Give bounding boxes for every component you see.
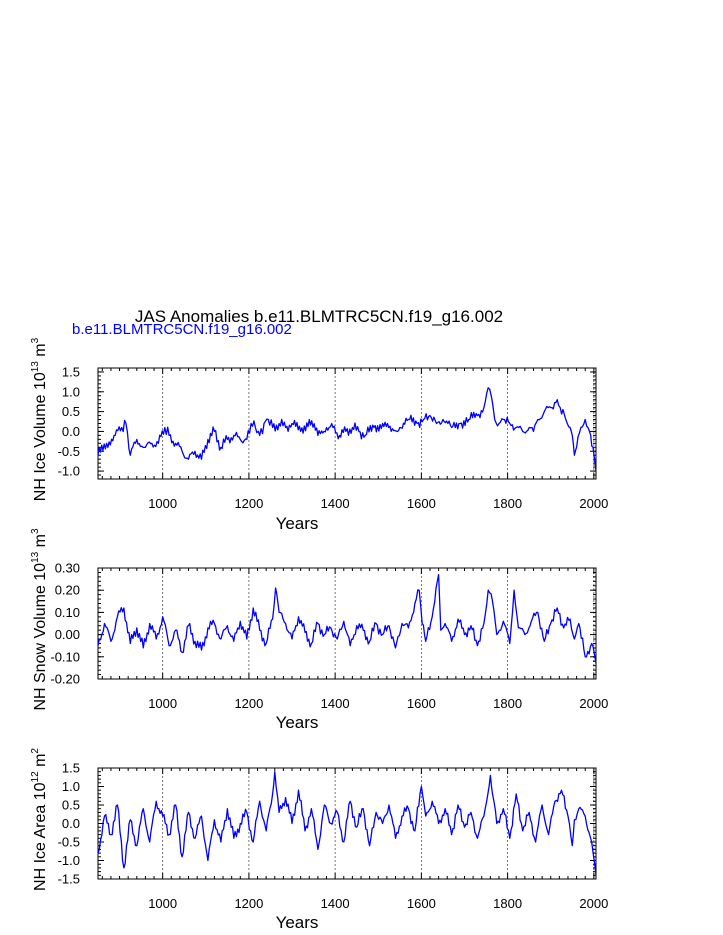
x-tick-label: 1400 [320,896,350,911]
y-tick-label: 1.0 [61,384,80,400]
x-tick-label: 2000 [579,696,609,711]
y-tick-label: 0.0 [61,816,80,831]
y-tick-label: -0.20 [50,671,80,687]
y-axis-title: NH Ice Volume $10^{13}$ $m^3$ [30,337,49,502]
series-line [98,575,596,664]
x-tick-label: 1000 [148,896,178,911]
x-tick-label: 2000 [579,496,609,511]
x-tick-label: 1400 [320,496,350,511]
chart-panel-2 [30,528,608,732]
x-tick-label: 1200 [234,496,264,511]
y-tick-label: 0.00 [54,627,80,643]
x-tick-label: 1000 [148,496,178,511]
x-tick-label: 1800 [493,696,523,711]
y-tick-label: -1.0 [57,463,80,479]
y-axis-title: NH Ice Area $10^{12}$ $m^2$ [30,748,49,891]
y-tick-label: 0.5 [61,404,80,420]
legend-label: b.e11.BLMTRC5CN.f19_g16.002 [72,321,292,338]
x-tick-label: 1600 [406,496,436,511]
x-tick-label: 1400 [320,696,350,711]
y-tick-label: 0.5 [61,797,80,813]
chart-panel-3 [30,748,608,932]
x-axis-title: Years [275,713,319,732]
y-tick-label: 1.0 [61,779,80,794]
y-tick-label: 0.30 [54,560,80,576]
x-tick-label: 1200 [234,696,264,711]
x-tick-label: 2000 [579,896,609,911]
x-tick-label: 1200 [234,896,264,911]
y-tick-label: -1.0 [57,853,80,868]
y-tick-label: -0.5 [57,443,80,459]
series-line [98,388,596,471]
x-tick-label: 1600 [406,896,436,911]
y-tick-label: 1.5 [61,760,80,776]
y-tick-label: -1.5 [57,871,80,887]
x-tick-label: 1800 [493,496,523,511]
x-axis-title: Years [275,913,319,932]
y-tick-label: -0.10 [50,649,80,665]
y-tick-label: 0.20 [54,582,80,598]
y-tick-label: 1.5 [61,364,80,380]
y-tick-label: 0.0 [61,423,80,439]
chart-panel-1 [30,337,608,533]
x-axis-title: Years [275,514,319,533]
plot-frame [98,368,596,479]
x-tick-label: 1800 [493,896,523,911]
y-tick-label: -0.5 [57,834,80,850]
y-tick-label: 0.10 [54,604,80,620]
series-line [98,772,596,876]
x-tick-label: 1600 [406,696,436,711]
chart-title: JAS Anomalies b.e11.BLMTRC5CN.f19_g16.002 [134,307,504,326]
x-tick-label: 1000 [148,696,178,711]
y-axis-title: NH Snow Volume $10^{13}$ $m^3$ [30,528,49,711]
plot-frame [98,568,596,679]
